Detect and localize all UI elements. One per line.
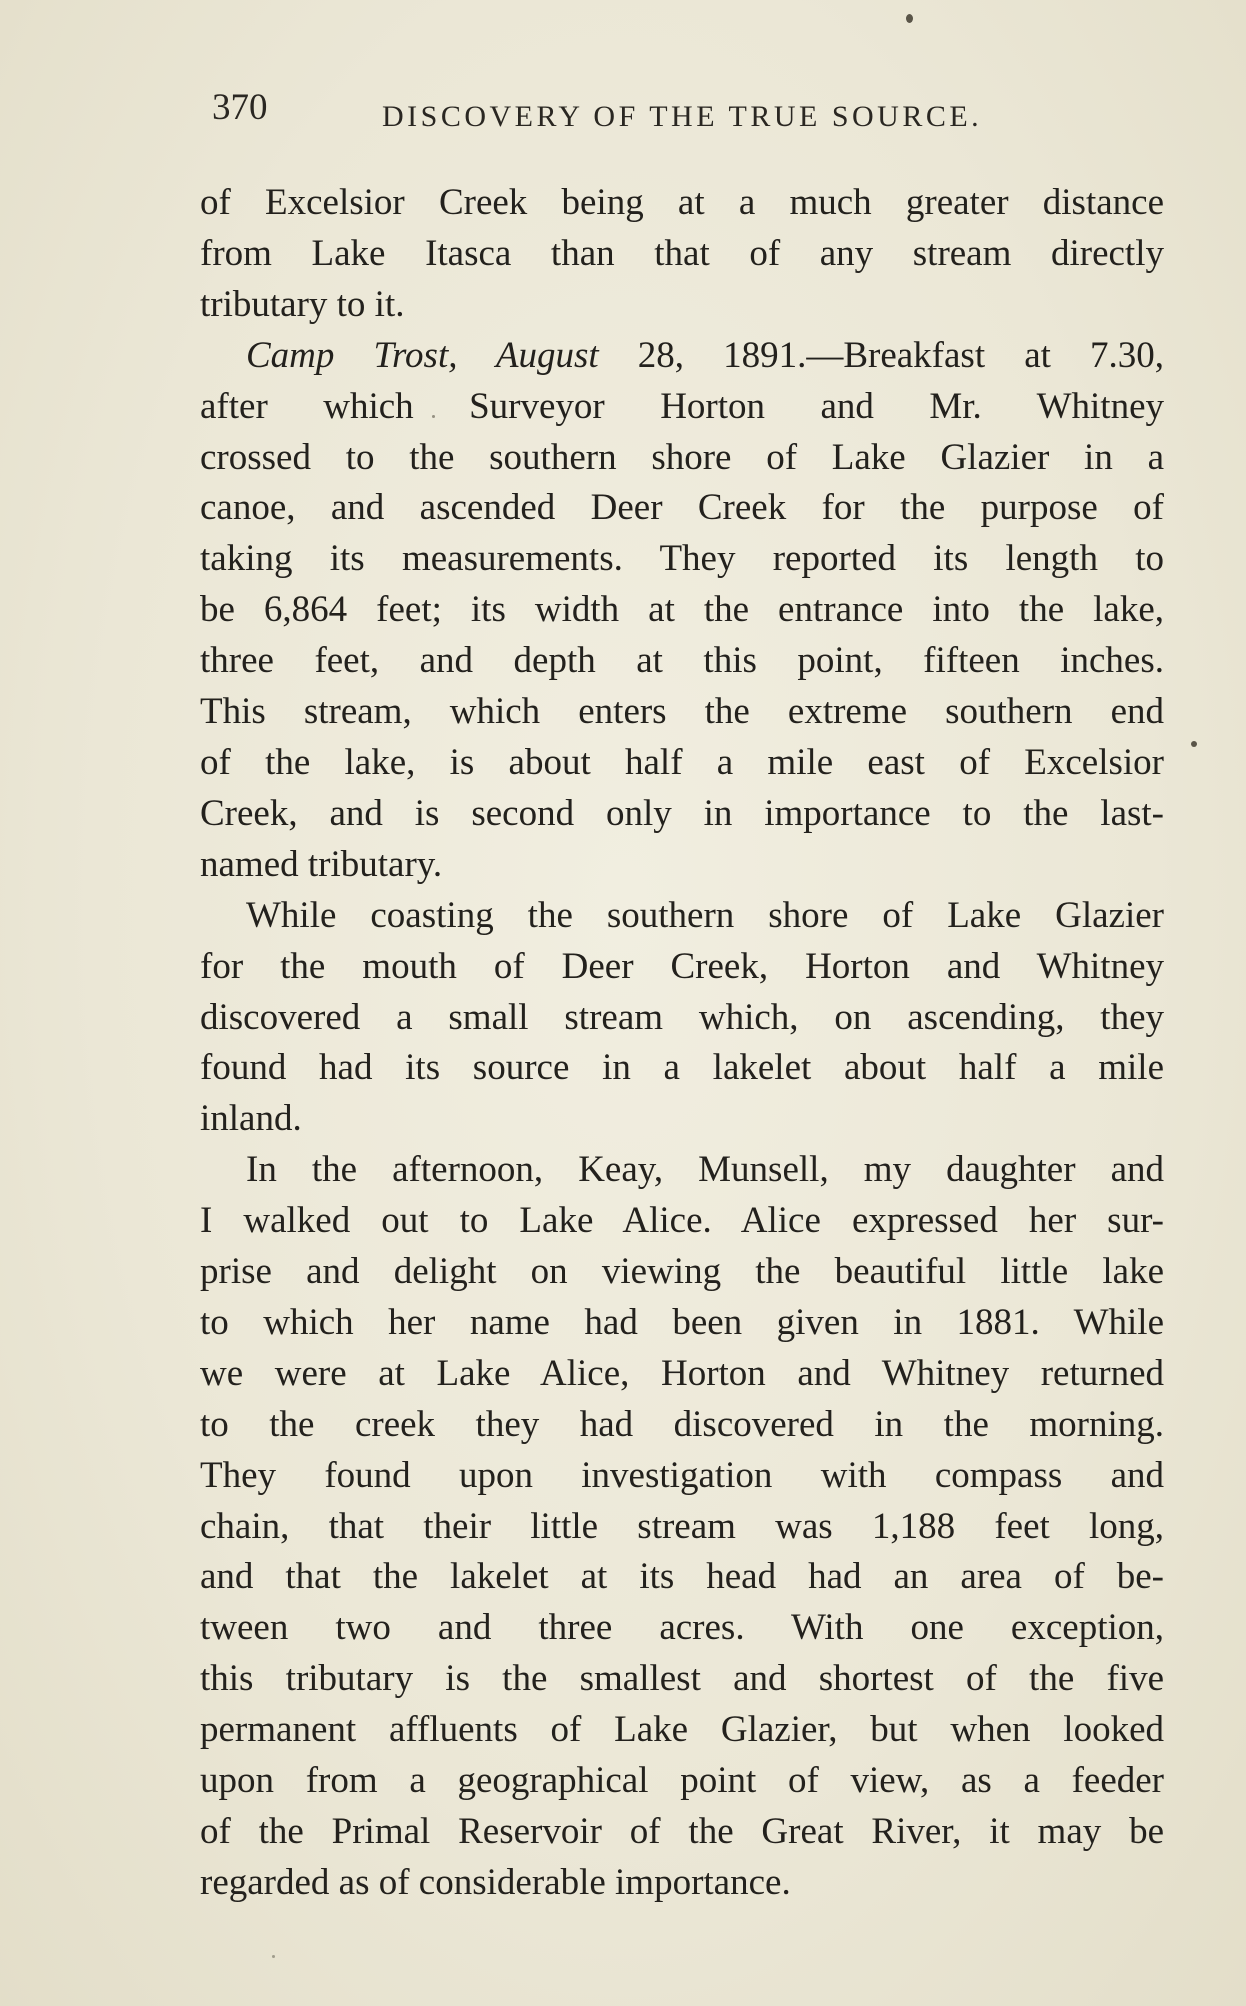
- page-number: 370: [212, 87, 268, 128]
- text-line: regarded as of considerable importance.: [200, 1861, 791, 1903]
- text-line: and that the lakelet at its head had an area of be-: [200, 1556, 1164, 1598]
- text-line: to which her name had been given in 1881. While: [200, 1301, 1164, 1343]
- text-line: In the afternoon, Keay, Munsell, my daughter and: [246, 1149, 1164, 1191]
- ink-speck: [906, 14, 913, 23]
- text-line: we were at Lake Alice, Horton and Whitney returned: [200, 1352, 1164, 1394]
- paragraph: [200, 331, 1164, 891]
- text-line: for the mouth of Deer Creek, Horton and Whitney: [200, 945, 1164, 987]
- text-line: of Excelsior Creek being at a much greater distance: [200, 182, 1164, 223]
- text-line: This stream, which enters the extreme southern end: [200, 691, 1164, 733]
- text-line: permanent affluents of Lake Glazier, but when looked: [200, 1709, 1164, 1751]
- text-line: inland.: [200, 1098, 302, 1140]
- text-line: Creek, and is second only in importance to the last-: [200, 792, 1164, 834]
- text-line: of the Primal Reservoir of the Great River, it may be: [200, 1811, 1164, 1852]
- dateline-rest: 28, 1891.—Breakfast at 7.30,: [598, 334, 1164, 376]
- text-line: three feet, and depth at this point, fifteen inches.: [200, 640, 1164, 682]
- text-line: chain, that their little stream was 1,188 feet long,: [200, 1505, 1164, 1547]
- text-line: after which Surveyor Horton and Mr. Whitney: [200, 385, 1164, 427]
- text-line: I walked out to Lake Alice. Alice expressed her sur-: [200, 1200, 1164, 1242]
- text-line: to the creek they had discovered in the morning.: [200, 1403, 1164, 1445]
- text-line: [200, 331, 1164, 382]
- text-line: tween two and three acres. With one exception,: [200, 1607, 1164, 1649]
- paragraph: [200, 178, 1164, 331]
- text-line: taking its measurements. They reported its length to: [200, 538, 1164, 580]
- text-line: canoe, and ascended Deer Creek for the purpose of: [200, 487, 1164, 529]
- text-line: While coasting the southern shore of Lake Glazier: [246, 894, 1164, 936]
- text-line: from Lake Itasca than that of any stream directly: [200, 232, 1164, 274]
- dateline-italic: Camp Trost, August: [246, 334, 599, 376]
- text-line: crossed to the southern shore of Lake Glazier in a: [200, 436, 1164, 478]
- text-line: be 6,864 feet; its width at the entrance into the lake,: [200, 589, 1164, 631]
- text-line: named tributary.: [200, 843, 443, 885]
- text-line: upon from a geographical point of view, as a feeder: [200, 1760, 1164, 1802]
- ink-speck: [272, 1955, 275, 1958]
- text-line: of the lake, is about half a mile east of Excelsior: [200, 741, 1164, 783]
- body-text: [200, 178, 1164, 1909]
- text-line: tributary to it.: [200, 283, 405, 325]
- page-header: [212, 88, 1172, 138]
- running-head: DISCOVERY OF THE TRUE SOURCE.: [382, 100, 983, 133]
- paragraph: [200, 1145, 1164, 1909]
- text-line: this tributary is the smallest and shortest of the five: [200, 1658, 1164, 1700]
- ink-speck: [1191, 741, 1197, 747]
- text-line: found had its source in a lakelet about half a mile: [200, 1047, 1164, 1089]
- paragraph: [200, 891, 1164, 1146]
- text-line: They found upon investigation with compass and: [200, 1454, 1164, 1496]
- text-line: prise and delight on viewing the beautiful little lake: [200, 1251, 1164, 1293]
- text-line: discovered a small stream which, on ascending, they: [200, 996, 1164, 1038]
